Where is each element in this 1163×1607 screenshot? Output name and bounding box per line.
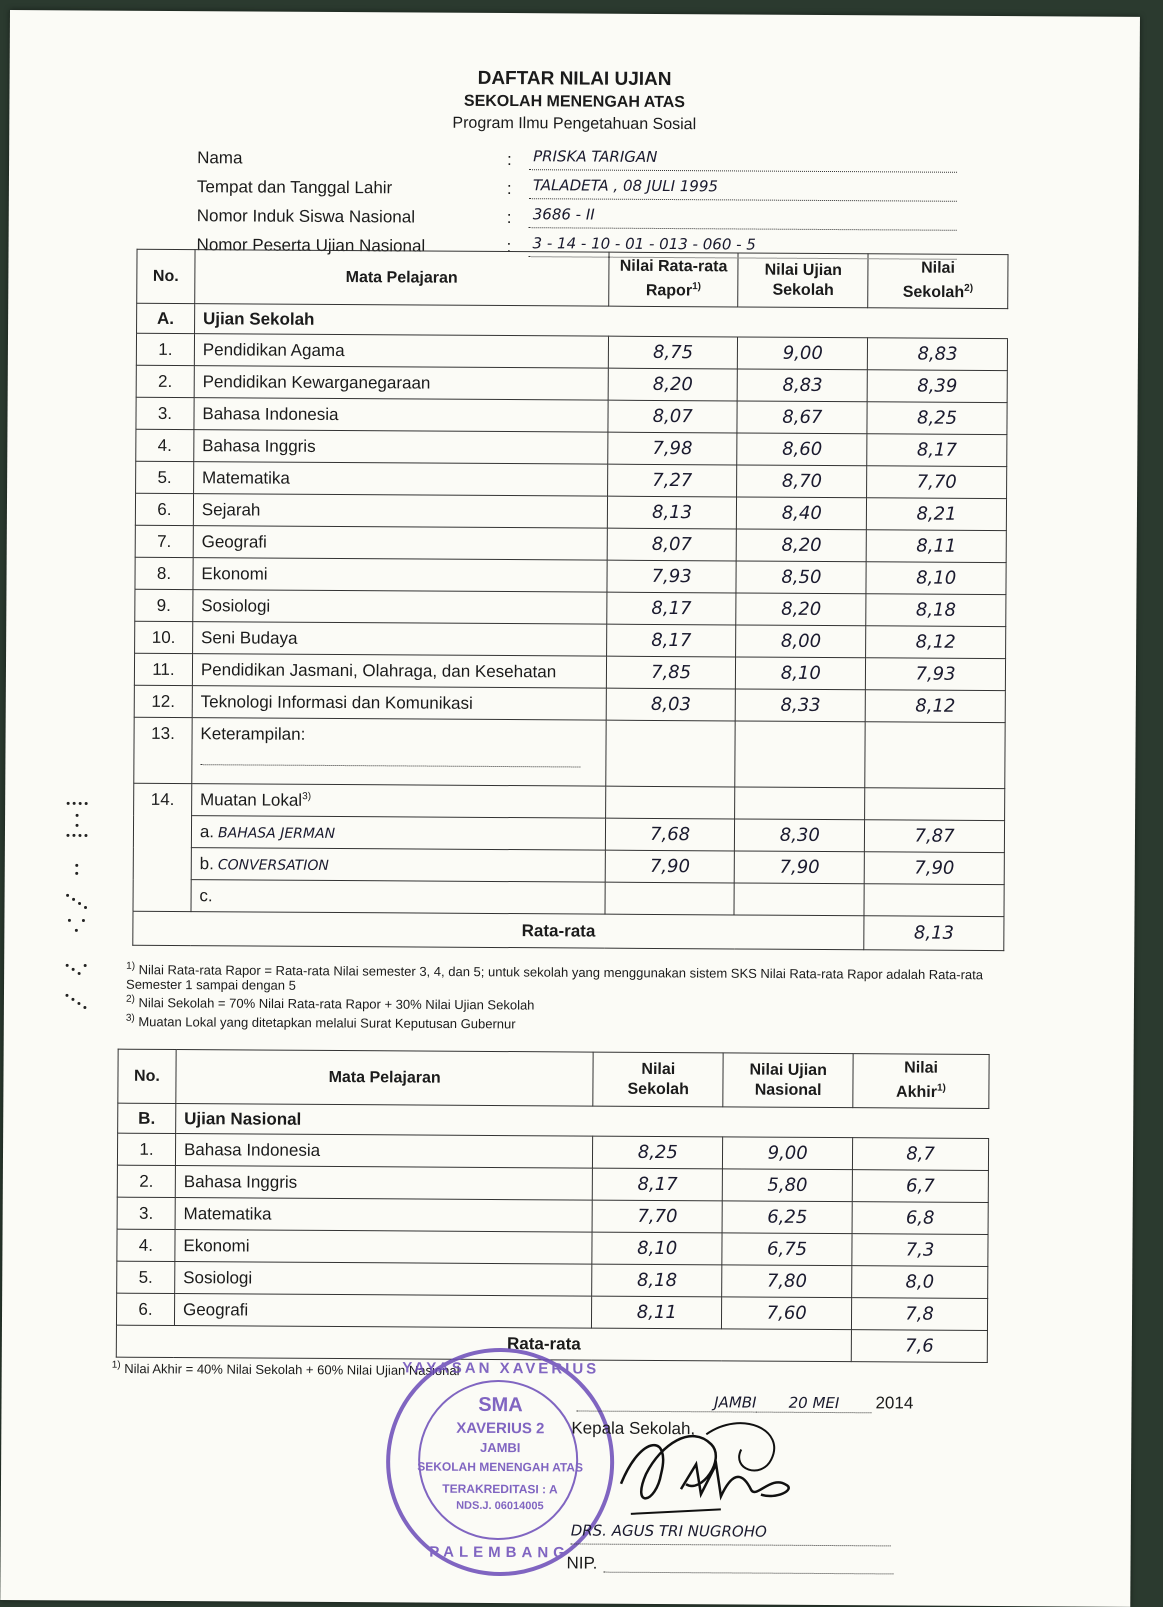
local-subject-name: CONVERSATION bbox=[218, 857, 329, 874]
col-header-school-score: Nilai Sekolah bbox=[593, 1052, 723, 1107]
table-row bbox=[134, 717, 1005, 788]
national-exam-score: 6,25 bbox=[722, 1201, 852, 1234]
school-score: 8,10 bbox=[866, 562, 1006, 595]
national-exam-score: 7,60 bbox=[722, 1297, 852, 1330]
average-row bbox=[133, 911, 1004, 950]
average-label: Rata-rata bbox=[116, 1325, 851, 1361]
table-row bbox=[136, 365, 1007, 402]
rapor-score: 8,17 bbox=[607, 592, 737, 625]
school-score: 8,25 bbox=[867, 402, 1007, 435]
subject-name: Sosiologi bbox=[175, 1262, 593, 1297]
table-row bbox=[134, 783, 1005, 820]
section-row: B. Ujian Nasional bbox=[118, 1103, 989, 1138]
table-row bbox=[134, 653, 1005, 690]
school-score: 8,21 bbox=[867, 498, 1007, 531]
subject-name bbox=[192, 718, 606, 787]
document-subtitle: SEKOLAH MENENGAH ATAS bbox=[9, 90, 1139, 115]
school-exam-score: 8,33 bbox=[736, 689, 866, 722]
table-row bbox=[116, 1293, 987, 1330]
local-subject bbox=[191, 848, 605, 883]
table-row bbox=[133, 847, 1004, 884]
info-row-birth: Tempat dan Tanggal Lahir : TALADETA , 08 JULI 1995 bbox=[197, 168, 957, 202]
col-header-school-exam: Nilai Ujian Sekolah bbox=[738, 253, 868, 308]
col-header-final-score: Nilai Akhir$^{1)}$ bbox=[853, 1054, 989, 1109]
table-row bbox=[135, 557, 1006, 594]
subject-name: Ekonomi bbox=[175, 1230, 593, 1265]
row-number: 14. bbox=[133, 783, 192, 911]
col-header-school-score: Nilai Sekolah$^{2)}$ bbox=[868, 254, 1008, 309]
school-score: 7,93 bbox=[866, 658, 1006, 691]
school-score: 8,11 bbox=[592, 1296, 722, 1329]
fill-in-line bbox=[200, 752, 580, 767]
table-row bbox=[135, 493, 1006, 530]
row-number: 3. bbox=[117, 1197, 175, 1229]
school-exam-score: 8,20 bbox=[736, 593, 866, 626]
school-exam-score: 8,10 bbox=[736, 657, 866, 690]
subject-name: Seni Budaya bbox=[192, 622, 606, 657]
subject-name bbox=[191, 784, 605, 819]
rapor-score: 7,90 bbox=[605, 850, 735, 883]
subject-name: Pendidikan Kewarganegaraan bbox=[194, 366, 608, 401]
row-number: 4. bbox=[136, 429, 194, 461]
row-number: 4. bbox=[117, 1229, 175, 1261]
school-exam-score bbox=[735, 787, 865, 820]
col-header-rapor: Nilai Rata-rata Rapor$^{1)}$ bbox=[608, 252, 738, 307]
row-number: 6. bbox=[135, 493, 193, 525]
rapor-score: 7,27 bbox=[607, 464, 737, 497]
principal-signature bbox=[601, 1414, 822, 1525]
rapor-score bbox=[605, 882, 735, 915]
school-score: 7,70 bbox=[867, 466, 1007, 499]
info-label: Nomor Induk Siswa Nasional bbox=[197, 206, 507, 228]
row-number: 10. bbox=[135, 621, 193, 653]
signing-place: JAMBI bbox=[576, 1392, 756, 1412]
table-header-row bbox=[118, 1049, 989, 1108]
row-number: 12. bbox=[134, 685, 192, 717]
table-row bbox=[136, 333, 1007, 370]
school-score: 8,18 bbox=[866, 594, 1006, 627]
subject-name: Geografi bbox=[174, 1294, 592, 1329]
school-exam-score: 8,30 bbox=[735, 819, 865, 852]
final-score: 8,0 bbox=[852, 1266, 988, 1299]
rapor-score: 8,75 bbox=[608, 336, 738, 369]
stamp-line: SMA bbox=[390, 1393, 610, 1417]
school-exam-score: 8,60 bbox=[737, 433, 867, 466]
subject-name: Sejarah bbox=[193, 494, 607, 529]
final-score: 6,7 bbox=[852, 1170, 988, 1203]
school-exam-score: 8,40 bbox=[737, 497, 867, 530]
row-number: 1. bbox=[117, 1133, 175, 1165]
school-score: 7,87 bbox=[865, 820, 1005, 853]
info-label: Nomor Peserta Ujian Nasional bbox=[197, 235, 507, 257]
col-header-subject: Mata Pelajaran bbox=[176, 1050, 594, 1107]
stamp-line: TERAKREDITASI : A bbox=[390, 1481, 610, 1496]
row-number: 5. bbox=[117, 1261, 175, 1293]
national-exam-score: 7,80 bbox=[722, 1265, 852, 1298]
rapor-score: 7,93 bbox=[607, 560, 737, 593]
national-exam-score: 6,75 bbox=[722, 1233, 852, 1266]
table-row bbox=[136, 461, 1007, 498]
col-header-no: No. bbox=[118, 1049, 176, 1103]
school-score: 8,18 bbox=[592, 1264, 722, 1297]
row-number: 13. bbox=[134, 717, 192, 783]
table-row bbox=[133, 879, 1004, 916]
table-row bbox=[135, 589, 1006, 626]
col-header-no: No. bbox=[137, 249, 195, 303]
rapor-score: 8,20 bbox=[608, 368, 738, 401]
school-exam-score: 7,90 bbox=[735, 851, 865, 884]
national-exam-table bbox=[116, 1049, 990, 1363]
subject-name: Bahasa Indonesia bbox=[194, 398, 608, 433]
rapor-score bbox=[605, 786, 735, 819]
item-prefix: c. bbox=[199, 886, 212, 905]
final-score: 6,8 bbox=[852, 1202, 988, 1235]
school-exam-score: 8,67 bbox=[737, 401, 867, 434]
subject-name: Sosiologi bbox=[193, 590, 607, 625]
note-item: $^{1)}$ Nilai Rata-rata Rapor = Rata-rata Nilai semester 3, 4, dan 5; untuk sekolah yang menggunakan sistem SKS Nilai Rata-rata Rapor adalah Rata-rata Semester 1 sampai dengan 5 bbox=[126, 959, 1006, 998]
section-row: A. Ujian Sekolah bbox=[137, 303, 1008, 338]
rapor-score: 7,68 bbox=[605, 818, 735, 851]
school-score: 8,39 bbox=[867, 370, 1007, 403]
average-row bbox=[116, 1325, 987, 1362]
punched-archive-mark bbox=[59, 795, 100, 1025]
stamp-line: XAVERIUS 2 bbox=[390, 1419, 610, 1437]
school-exam-score bbox=[734, 883, 864, 916]
table-row bbox=[135, 525, 1006, 562]
row-number: 5. bbox=[136, 461, 194, 493]
exam-number: 3 - 14 - 10 - 01 - 013 - 060 - 5 bbox=[528, 234, 956, 260]
row-number: 9. bbox=[135, 589, 193, 621]
rapor-score: 8,07 bbox=[607, 528, 737, 561]
note-item: $^{2)}$ Nilai Sekolah = 70% Nilai Rata-rata Rapor + 30% Nilai Ujian Sekolah bbox=[126, 992, 1006, 1016]
national-exam-score: 9,00 bbox=[723, 1137, 853, 1170]
school-exam-score: 8,70 bbox=[737, 465, 867, 498]
subject-name: Pendidikan Agama bbox=[194, 334, 608, 369]
school-score: 8,10 bbox=[592, 1232, 722, 1265]
school-score: 8,17 bbox=[867, 434, 1007, 467]
row-number: 6. bbox=[116, 1293, 174, 1325]
row-number: 3. bbox=[136, 397, 194, 429]
local-subject bbox=[191, 816, 605, 851]
average-value: 8,13 bbox=[864, 916, 1004, 951]
school-score: 7,90 bbox=[864, 852, 1004, 885]
info-label: Tempat dan Tanggal Lahir bbox=[197, 177, 507, 199]
place-date-line bbox=[576, 1391, 913, 1413]
document-title: DAFTAR NILAI UJIAN bbox=[10, 65, 1140, 94]
info-row-nisn: Nomor Induk Siswa Nasional : 3686 - II bbox=[197, 197, 957, 231]
average-value: 7,6 bbox=[851, 1330, 987, 1363]
subject-label: Muatan Lokal bbox=[200, 790, 302, 810]
notes-school-exam bbox=[126, 959, 1006, 1034]
school-score: 8,12 bbox=[866, 626, 1006, 659]
stamp-line: SEKOLAH MENENGAH ATAS bbox=[390, 1459, 610, 1474]
table-row bbox=[135, 621, 1006, 658]
table-row bbox=[136, 429, 1007, 466]
col-header-national-exam: Nilai Ujian Nasional bbox=[723, 1053, 853, 1108]
rapor-score: 8,17 bbox=[606, 624, 736, 657]
row-number: 1. bbox=[136, 333, 194, 365]
subject-name: Ekonomi bbox=[193, 558, 607, 593]
subject-name: Matematika bbox=[175, 1198, 593, 1233]
table-row bbox=[117, 1197, 988, 1234]
final-score: 7,8 bbox=[852, 1298, 988, 1331]
final-score: 8,7 bbox=[853, 1138, 989, 1171]
subject-name: Matematika bbox=[193, 462, 607, 497]
rapor-score: 8,07 bbox=[608, 400, 738, 433]
row-number: 8. bbox=[135, 557, 193, 589]
table-row bbox=[117, 1261, 988, 1298]
school-score bbox=[865, 788, 1005, 821]
local-subject bbox=[191, 880, 605, 915]
final-score: 7,3 bbox=[852, 1234, 988, 1267]
row-number: 2. bbox=[136, 365, 194, 397]
school-score: 8,25 bbox=[593, 1136, 723, 1169]
notes-national-exam: $^{1)}$ Nilai Akhir = 40% Nilai Sekolah + 60% Nilai Ujian Nasional bbox=[112, 1358, 992, 1382]
stamp-line: JAMBI bbox=[390, 1439, 610, 1455]
row-number: 7. bbox=[135, 525, 193, 557]
signing-date: 20 MEI bbox=[756, 1394, 871, 1414]
note-item: $^{3)}$ Muatan Lokal yang ditetapkan melalui Surat Keputusan Gubernur bbox=[126, 1010, 1006, 1034]
rapor-score: 7,85 bbox=[606, 656, 736, 689]
table-row bbox=[136, 397, 1007, 434]
school-score: 8,12 bbox=[865, 690, 1005, 723]
row-number: 2. bbox=[117, 1165, 175, 1197]
stamp-line: NDS.J. 06014005 bbox=[390, 1499, 610, 1512]
birth-place-date: TALADETA , 08 JULI 1995 bbox=[529, 176, 957, 202]
school-exam-score: 8,83 bbox=[738, 369, 868, 402]
school-exam-score: 8,50 bbox=[736, 561, 866, 594]
table-row bbox=[134, 685, 1005, 722]
table-row bbox=[117, 1133, 988, 1170]
stamp-ring-top: YAYASAN XAVERIUS bbox=[391, 1359, 611, 1377]
info-label: Nama bbox=[197, 148, 507, 170]
nip-label: NIP. bbox=[566, 1553, 597, 1573]
school-exam-score: 9,00 bbox=[738, 337, 868, 370]
national-exam-score: 5,80 bbox=[722, 1169, 852, 1202]
rapor-score: 8,03 bbox=[606, 688, 736, 721]
rapor-score bbox=[606, 720, 736, 787]
subject-name: Bahasa Inggris bbox=[194, 430, 608, 465]
school-score: 8,83 bbox=[868, 338, 1008, 371]
info-row-exam-number: Nomor Peserta Ujian Nasional : 3 - 14 - 10 - 01 - 013 - 060 - 5 bbox=[197, 226, 957, 260]
subject-name: Teknologi Informasi dan Komunikasi bbox=[192, 686, 606, 721]
item-prefix: a. bbox=[200, 822, 214, 841]
stamp-ring-bottom: PALEMBANG bbox=[390, 1543, 610, 1561]
subject-name: Geografi bbox=[193, 526, 607, 561]
subject-label: Keterampilan: bbox=[200, 724, 605, 746]
average-label: Rata-rata bbox=[133, 911, 864, 949]
school-exam-score: 8,00 bbox=[736, 625, 866, 658]
subject-name: Pendidikan Jasmani, Olahraga, dan Kesehatan bbox=[192, 654, 606, 689]
table-row bbox=[117, 1165, 988, 1202]
school-score bbox=[865, 722, 1005, 789]
nip-line bbox=[566, 1553, 893, 1575]
info-row-name: Nama : PRISKA TARIGAN bbox=[197, 139, 957, 173]
item-prefix: b. bbox=[200, 854, 214, 873]
subject-name: Bahasa Indonesia bbox=[175, 1134, 593, 1169]
student-name: PRISKA TARIGAN bbox=[529, 147, 957, 173]
row-number: 11. bbox=[134, 653, 192, 685]
student-info bbox=[197, 139, 958, 260]
school-score: 8,11 bbox=[866, 530, 1006, 563]
table-row bbox=[117, 1229, 988, 1266]
school-score: 8,17 bbox=[593, 1168, 723, 1201]
subject-name: Bahasa Inggris bbox=[175, 1166, 593, 1201]
principal-title: Kepala Sekolah, bbox=[571, 1418, 695, 1439]
certificate-page bbox=[0, 10, 1140, 1607]
school-exam-score: 8,20 bbox=[737, 529, 867, 562]
local-subject-name: BAHASA JERMAN bbox=[218, 825, 335, 842]
student-nisn: 3686 - II bbox=[529, 205, 957, 231]
signing-year: 2014 bbox=[875, 1393, 913, 1413]
rapor-score: 8,13 bbox=[607, 496, 737, 529]
school-score: 7,70 bbox=[592, 1200, 722, 1233]
principal-name: DRS. AGUS TRI NUGROHO bbox=[571, 1521, 891, 1546]
table-row bbox=[133, 815, 1004, 852]
school-score bbox=[864, 884, 1004, 917]
table-header-row bbox=[137, 249, 1008, 308]
school-exam-score bbox=[735, 721, 865, 788]
rapor-score: 7,98 bbox=[608, 432, 738, 465]
program-name: Program Ilmu Pengetahuan Sosial bbox=[9, 112, 1139, 137]
school-exam-table bbox=[132, 249, 1008, 951]
footnote-mark: 3) bbox=[302, 791, 311, 802]
col-header-subject: Mata Pelajaran bbox=[195, 250, 609, 307]
